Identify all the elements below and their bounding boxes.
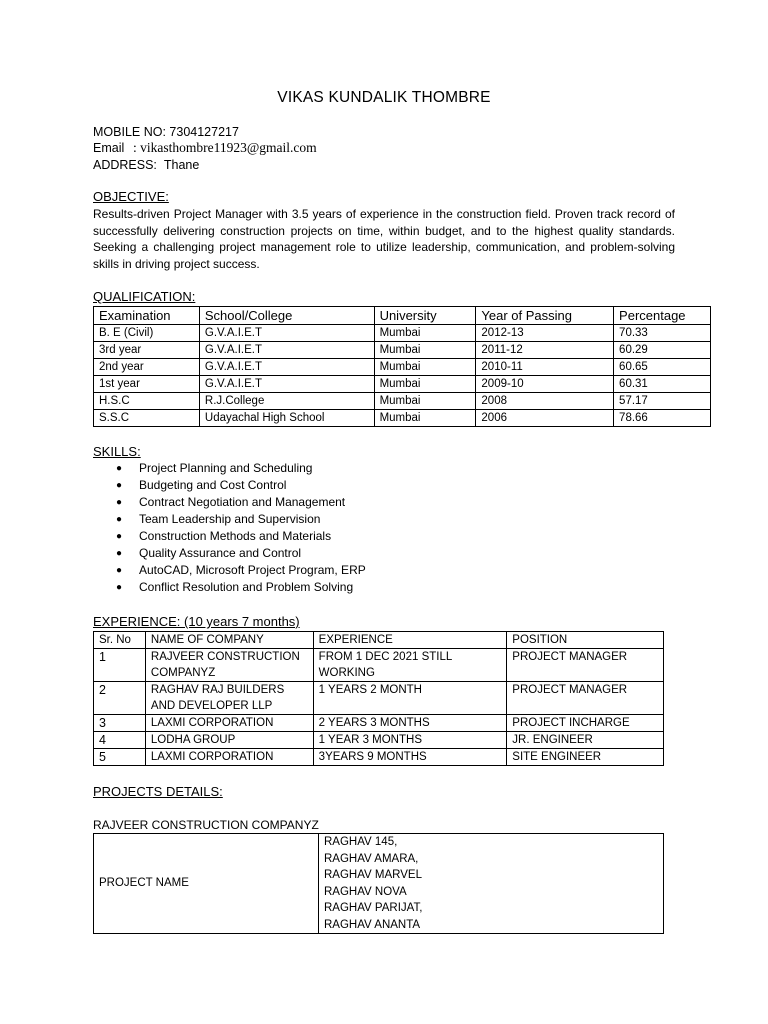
table-cell: G.V.A.I.E.T — [199, 359, 374, 376]
table-cell: 3YEARS 9 MONTHS — [313, 749, 507, 766]
table-row — [94, 325, 711, 342]
list-item — [116, 562, 366, 579]
email-label: Email — [93, 141, 125, 155]
table-cell: S.S.C — [94, 410, 200, 427]
table-cell: G.V.A.I.E.T — [199, 376, 374, 393]
table-cell: 1st year — [94, 376, 200, 393]
projects-table — [93, 833, 664, 934]
email-value: : vikasthombre11923@gmail.com — [133, 140, 317, 155]
qualification-col-header: University — [374, 307, 476, 325]
bullet-icon: ● — [116, 463, 123, 474]
bullet-icon: ● — [116, 531, 123, 542]
table-cell: 2012-13 — [476, 325, 614, 342]
table-cell: 2011-12 — [476, 342, 614, 359]
table-row — [94, 682, 664, 715]
table-cell: Mumbai — [374, 325, 476, 342]
table-cell: Udayachal High School — [199, 410, 374, 427]
table-row — [94, 376, 711, 393]
table-cell: H.S.C — [94, 393, 200, 410]
table-cell: 2nd year — [94, 359, 200, 376]
table-row — [94, 393, 711, 410]
list-item: RAGHAV MARVEL — [324, 869, 422, 881]
address-label: ADDRESS: — [93, 158, 157, 172]
table-cell: 2010-11 — [476, 359, 614, 376]
experience-col-header: NAME OF COMPANY — [145, 632, 313, 649]
bullet-icon: ● — [116, 514, 123, 525]
bullet-icon: ● — [116, 497, 123, 508]
skill-label: Conflict Resolution and Problem Solving — [139, 580, 354, 594]
table-cell: Mumbai — [374, 410, 476, 427]
table-cell: 1 YEARS 2 MONTH — [313, 682, 507, 715]
qualification-col-header: Year of Passing — [476, 307, 614, 325]
table-cell: 3 — [94, 715, 146, 732]
email-line — [93, 140, 317, 156]
table-row — [94, 342, 711, 359]
table-cell: SITE ENGINEER — [507, 749, 664, 766]
table-row — [94, 749, 664, 766]
table-cell: G.V.A.I.E.T — [199, 325, 374, 342]
table-cell: 2009-10 — [476, 376, 614, 393]
table-cell: Mumbai — [374, 376, 476, 393]
qualification-header-row — [94, 307, 711, 325]
table-cell: 2008 — [476, 393, 614, 410]
skill-label: Budgeting and Cost Control — [139, 478, 287, 492]
list-item: RAGHAV NOVA — [324, 885, 407, 898]
bullet-icon: ● — [116, 480, 123, 491]
table-cell: 1 — [94, 649, 146, 682]
objective-text: Results-driven Project Manager with 3.5 years of experience in the construction field. Proven track record of successfully delivering construction projects on time, within budget, and to the highest quality standards. Seeking a challenging project management role to utilize leadership, communication, and problem-solving skills in driving project success. — [93, 207, 675, 271]
table-row — [94, 715, 664, 732]
table-cell: PROJECT MANAGER — [507, 649, 664, 682]
list-item — [116, 477, 366, 494]
table-cell: Mumbai — [374, 393, 476, 410]
qualification-heading: QUALIFICATION: — [93, 289, 196, 304]
table-cell: 70.33 — [614, 325, 711, 342]
address-value: Thane — [163, 158, 200, 172]
table-cell: RAGHAV RAJ BUILDERS AND DEVELOPER LLP — [145, 682, 313, 715]
skill-label: Project Planning and Scheduling — [139, 461, 313, 475]
experience-col-header: EXPERIENCE — [313, 632, 507, 649]
table-cell: 2 YEARS 3 MONTHS — [313, 715, 507, 732]
list-item: RAGHAV AMARA, — [324, 852, 419, 865]
table-row — [94, 410, 711, 427]
list-item: RAGHAV 145, — [324, 836, 398, 848]
experience-header-row — [94, 632, 664, 649]
table-cell: 60.65 — [614, 359, 711, 376]
table-cell: LODHA GROUP — [145, 732, 313, 749]
table-cell: 57.17 — [614, 393, 711, 410]
table-cell: PROJECT MANAGER — [507, 682, 664, 715]
table-row — [94, 834, 664, 934]
table-cell: LAXMI CORPORATION — [145, 715, 313, 732]
qualification-col-header: School/College — [199, 307, 374, 325]
candidate-name: VIKAS KUNDALIK THOMBRE — [277, 89, 491, 106]
table-cell: JR. ENGINEER — [507, 732, 664, 749]
list-item — [116, 460, 366, 477]
list-item — [116, 545, 366, 562]
experience-col-header: Sr. No — [94, 632, 146, 649]
list-item: RAGHAV PARIJAT, — [324, 902, 423, 914]
list-item — [116, 528, 366, 545]
bullet-icon: ● — [116, 565, 123, 576]
table-cell: PROJECT INCHARGE — [507, 715, 664, 732]
skill-label: Team Leadership and Supervision — [139, 512, 321, 526]
projects-heading: PROJECTS DETAILS: — [93, 784, 223, 799]
project-names-cell — [319, 834, 664, 934]
list-item — [116, 579, 366, 596]
list-item: RAGHAV ANANTA — [324, 918, 421, 931]
table-row — [94, 359, 711, 376]
projects-company: RAJVEER CONSTRUCTION COMPANYZ — [93, 818, 319, 832]
bullet-icon: ● — [116, 582, 123, 593]
list-item — [116, 511, 366, 528]
table-cell: 60.29 — [614, 342, 711, 359]
qualification-col-header: Examination — [94, 307, 200, 325]
skill-label: AutoCAD, Microsoft Project Program, ERP — [139, 563, 366, 577]
qualification-table — [93, 306, 711, 427]
skills-heading: SKILLS: — [93, 444, 141, 459]
list-item — [116, 494, 366, 511]
table-cell: Mumbai — [374, 359, 476, 376]
mobile-value: : 7304127217 — [162, 125, 239, 139]
mobile-label: MOBILE NO — [93, 125, 163, 139]
table-cell: R.J.College — [199, 393, 374, 410]
objective-heading: OBJECTIVE: — [93, 189, 169, 204]
table-cell: 2 — [94, 682, 146, 715]
table-cell: B. E (Civil) — [94, 325, 200, 342]
table-cell: 1 YEAR 3 MONTHS — [313, 732, 507, 749]
table-cell: 60.31 — [614, 376, 711, 393]
project-name-label: PROJECT NAME — [94, 834, 319, 934]
skills-list — [116, 460, 366, 596]
table-cell: 78.66 — [614, 410, 711, 427]
experience-table — [93, 631, 664, 766]
table-row — [94, 732, 664, 749]
table-cell: 4 — [94, 732, 146, 749]
table-cell: FROM 1 DEC 2021 STILL WORKING — [313, 649, 507, 682]
skill-label: Quality Assurance and Control — [139, 546, 302, 560]
qualification-col-header: Percentage — [614, 307, 711, 325]
table-cell: 2006 — [476, 410, 614, 427]
experience-heading: EXPERIENCE: (10 years 7 months) — [93, 614, 300, 629]
experience-col-header: POSITION — [507, 632, 664, 649]
mobile-line — [93, 124, 239, 140]
table-cell: 5 — [94, 749, 146, 766]
table-cell: G.V.A.I.E.T — [199, 342, 374, 359]
skill-label: Construction Methods and Materials — [139, 529, 332, 543]
table-cell: Mumbai — [374, 342, 476, 359]
bullet-icon: ● — [116, 548, 123, 559]
table-cell: RAJVEER CONSTRUCTION COMPANYZ — [145, 649, 313, 682]
skill-label: Contract Negotiation and Management — [139, 495, 346, 509]
table-cell: LAXMI CORPORATION — [145, 749, 313, 766]
table-cell: 3rd year — [94, 342, 200, 359]
address-line — [93, 157, 199, 173]
table-row — [94, 649, 664, 682]
